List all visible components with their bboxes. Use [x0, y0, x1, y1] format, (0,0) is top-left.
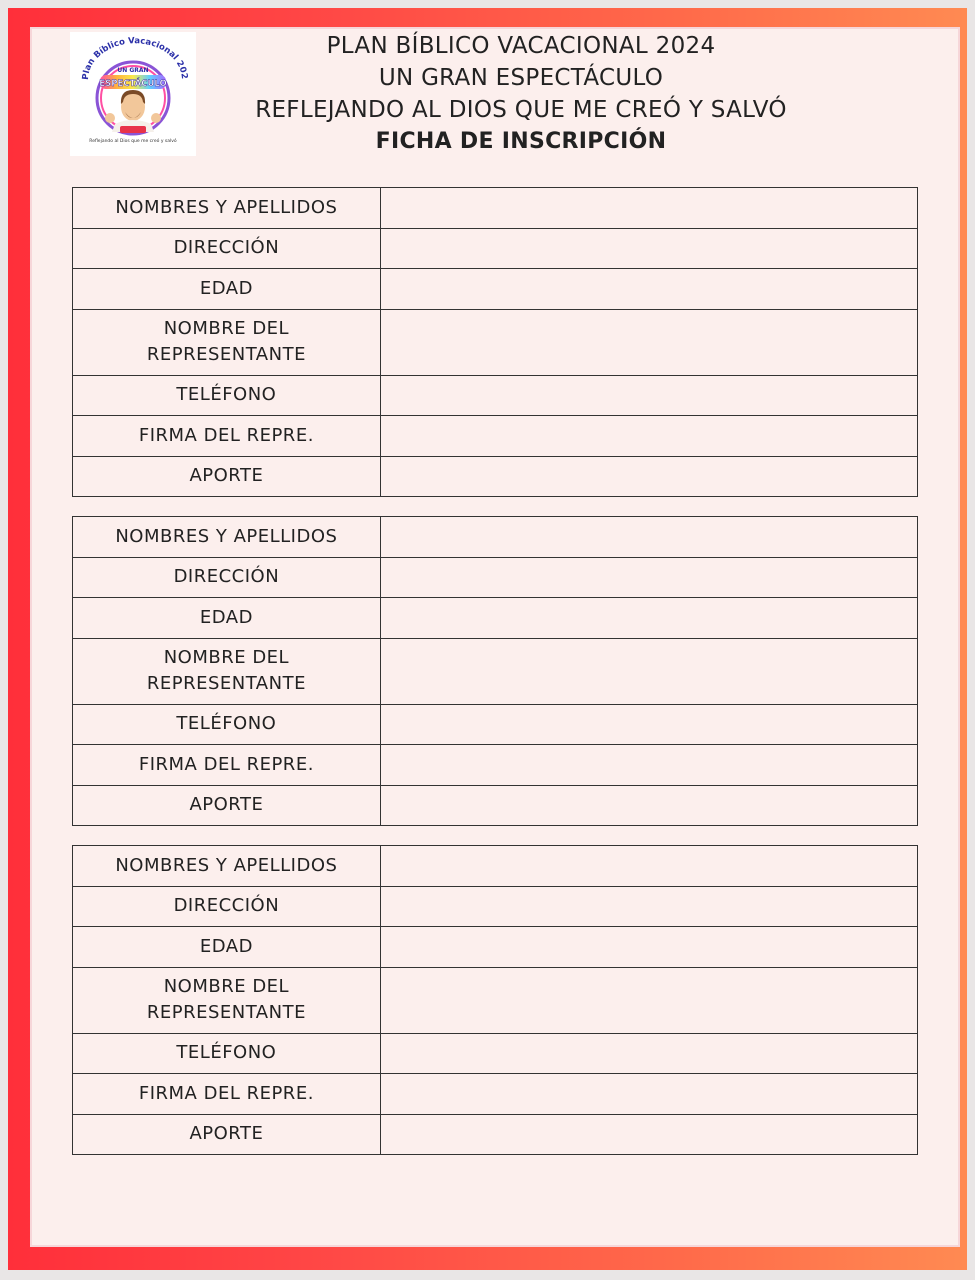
field-firma[interactable] [380, 1074, 917, 1115]
registration-block-2 [72, 516, 918, 826]
field-representante[interactable] [380, 309, 917, 375]
label-nombres: NOMBRES Y APELLIDOS [73, 517, 381, 558]
row-aporte [73, 1114, 918, 1155]
event-logo [70, 32, 196, 156]
logo-caption: Reflejando al Dios que me creó y salvó [89, 139, 177, 144]
label-representante [73, 967, 381, 1033]
label-aporte: APORTE [73, 456, 381, 497]
label-aporte: APORTE [73, 785, 381, 826]
logo-graphic [70, 32, 196, 156]
row-direccion [73, 557, 918, 598]
label-representante [73, 638, 381, 704]
header-subtitle: UN GRAN ESPECTÁCULO [378, 65, 664, 91]
row-aporte [73, 456, 918, 497]
label-direccion: DIRECCIÓN [73, 228, 381, 269]
field-firma[interactable] [380, 745, 917, 786]
label-telefono: TELÉFONO [73, 704, 381, 745]
row-firma [73, 1074, 918, 1115]
field-firma[interactable] [380, 416, 917, 457]
label-representante-line2: REPRESENTANTE [146, 673, 306, 694]
label-telefono: TELÉFONO [73, 375, 381, 416]
row-direccion [73, 886, 918, 927]
field-aporte[interactable] [380, 456, 917, 497]
label-edad: EDAD [73, 269, 381, 310]
row-nombres [73, 188, 918, 229]
row-telefono [73, 375, 918, 416]
field-telefono[interactable] [380, 1033, 917, 1074]
field-edad[interactable] [380, 598, 917, 639]
label-edad: EDAD [73, 927, 381, 968]
row-edad [73, 269, 918, 310]
label-representante-line2: REPRESENTANTE [146, 344, 306, 365]
field-direccion[interactable] [380, 228, 917, 269]
label-edad: EDAD [73, 598, 381, 639]
header-title: PLAN BÍBLICO VACACIONAL 2024 [326, 33, 716, 59]
label-representante-line1: NOMBRE DEL [163, 976, 290, 997]
label-firma: FIRMA DEL REPRE. [73, 416, 381, 457]
row-firma [73, 745, 918, 786]
logo-arc-text: Plan Bíblico Vacacional 202 [80, 36, 190, 81]
label-representante-line1: NOMBRE DEL [163, 318, 290, 339]
field-edad[interactable] [380, 269, 917, 310]
field-nombres[interactable] [380, 517, 917, 558]
field-direccion[interactable] [380, 886, 917, 927]
label-representante [73, 309, 381, 375]
field-aporte[interactable] [380, 785, 917, 826]
label-representante-line1: NOMBRE DEL [163, 647, 290, 668]
label-direccion: DIRECCIÓN [73, 886, 381, 927]
logo-main-text: ESPECTÁCULO [99, 79, 167, 89]
label-representante-line2: REPRESENTANTE [146, 1002, 306, 1023]
label-firma: FIRMA DEL REPRE. [73, 1074, 381, 1115]
label-nombres: NOMBRES Y APELLIDOS [73, 846, 381, 887]
field-nombres[interactable] [380, 188, 917, 229]
field-telefono[interactable] [380, 375, 917, 416]
row-telefono [73, 704, 918, 745]
row-telefono [73, 1033, 918, 1074]
row-direccion [73, 228, 918, 269]
label-firma: FIRMA DEL REPRE. [73, 745, 381, 786]
row-representante [73, 967, 918, 1033]
header-tagline: REFLEJANDO AL DIOS QUE ME CREÓ Y SALVÓ [255, 97, 787, 123]
row-aporte [73, 785, 918, 826]
document-header [196, 30, 846, 158]
registration-block-3 [72, 845, 918, 1155]
row-edad [73, 598, 918, 639]
field-telefono[interactable] [380, 704, 917, 745]
field-aporte[interactable] [380, 1114, 917, 1155]
label-direccion: DIRECCIÓN [73, 557, 381, 598]
row-nombres [73, 517, 918, 558]
field-nombres[interactable] [380, 846, 917, 887]
field-representante[interactable] [380, 638, 917, 704]
row-edad [73, 927, 918, 968]
header-form-title: FICHA DE INSCRIPCIÓN [375, 129, 667, 154]
row-representante [73, 638, 918, 704]
logo-top-text: UN GRAN [117, 67, 149, 74]
registration-block-1 [72, 187, 918, 497]
row-firma [73, 416, 918, 457]
field-edad[interactable] [380, 927, 917, 968]
row-nombres [73, 846, 918, 887]
field-direccion[interactable] [380, 557, 917, 598]
label-nombres: NOMBRES Y APELLIDOS [73, 188, 381, 229]
field-representante[interactable] [380, 967, 917, 1033]
label-telefono: TELÉFONO [73, 1033, 381, 1074]
label-aporte: APORTE [73, 1114, 381, 1155]
row-representante [73, 309, 918, 375]
